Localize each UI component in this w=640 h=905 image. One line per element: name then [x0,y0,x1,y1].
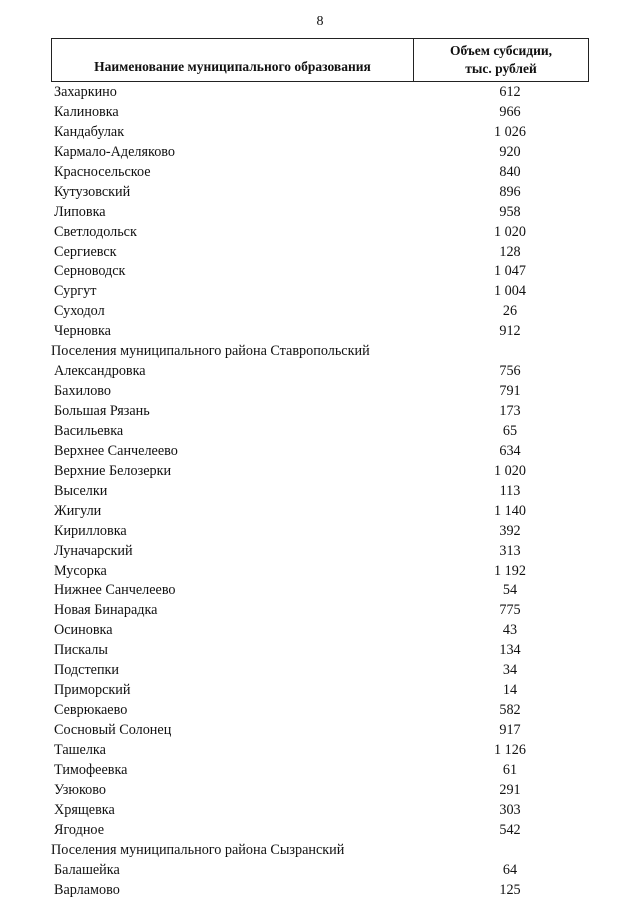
subsidy-value: 134 [499,642,521,659]
table-row [0,442,640,462]
table-row [0,183,640,203]
table-row [0,881,640,901]
subsidy-value: 582 [499,702,521,719]
subsidy-value: 303 [499,801,521,818]
municipality-name: Осиновка [54,622,113,639]
table-row [0,721,640,741]
table-row [0,801,640,821]
page-number: 8 [316,14,324,29]
subsidy-value: 917 [499,722,521,738]
header-value-line1: Объем субсидии, [449,43,552,58]
municipality-name: Сосновый Солонец [54,722,172,738]
table-row [0,203,640,223]
municipality-name: Балашейка [54,861,120,878]
subsidy-value: 756 [499,363,521,380]
table-row [0,223,640,243]
municipality-name: Черновка [54,323,111,340]
municipality-name: Хрящевка [54,801,115,818]
subsidy-value: 775 [499,602,521,619]
subsidy-value: 54 [502,582,518,599]
subsidy-value: 26 [502,303,518,320]
subsidy-value: 173 [499,403,521,419]
table-row [0,542,640,562]
municipality-name: Севрюкаево [54,702,128,719]
municipality-name: Сергиевск [54,243,117,260]
subsidy-value: 113 [499,482,521,499]
table-row [0,502,640,522]
municipality-name: Васильевка [54,422,124,439]
table-row [0,422,640,442]
table-row [0,482,640,502]
table-row [0,661,640,681]
table-row [0,83,640,103]
section-heading: Поселения муниципального района Ставропольский [51,343,370,360]
table-row [0,562,640,582]
municipality-name: Суходол [54,303,105,320]
table-row [0,761,640,781]
table-row [0,581,640,601]
header-name-column: Наименование муниципального образования [52,39,414,81]
municipality-name: Нижнее Санчелеево [54,582,176,599]
table-row [0,601,640,621]
subsidy-value: 912 [499,323,521,340]
municipality-name: Пискалы [54,642,108,659]
municipality-name: Новая Бинарадка [54,602,158,619]
municipality-name: Варламово [54,881,120,898]
table-row [0,621,640,641]
subsidy-value: 1 192 [494,562,526,579]
municipality-name: Мусорка [54,562,107,579]
municipality-name: Серноводск [54,263,126,280]
municipality-name: Кутузовский [54,183,131,200]
municipality-name: Сургут [54,283,97,300]
municipality-name: Красносельское [54,163,151,180]
municipality-name: Липовка [54,203,106,220]
municipality-name: Выселки [54,482,108,499]
table-row [0,821,640,841]
municipality-name: Узюково [54,781,106,798]
table-header [51,38,589,82]
table-row [0,103,640,123]
table-row [0,402,640,422]
municipality-name: Ягодное [54,821,104,838]
municipality-name: Верхнее Санчелеево [54,442,178,459]
municipality-name: Большая Рязань [54,403,150,419]
subsidy-value: 1 047 [494,263,526,280]
header-value-column [414,39,588,81]
subsidy-value: 1 020 [494,223,526,240]
subsidy-value: 61 [502,761,518,778]
subsidy-value: 291 [499,781,521,798]
table-row [0,143,640,163]
subsidy-value: 612 [499,84,521,100]
subsidy-value: 840 [499,163,521,180]
municipality-name: Светлодольск [54,223,137,240]
municipality-name: Луначарский [54,542,133,559]
subsidy-value: 1 020 [494,462,526,479]
table-row [0,522,640,542]
table-row [0,123,640,143]
subsidy-value: 1 004 [494,283,526,300]
subsidy-value: 65 [502,422,518,439]
subsidy-value: 14 [502,682,518,699]
subsidy-value: 1 140 [494,502,526,519]
subsidy-value: 542 [499,821,521,838]
table-row [0,262,640,282]
subsidy-value: 920 [499,143,521,160]
section-heading-row [0,342,640,362]
table-row [0,282,640,302]
table-body [0,83,640,900]
table-row [0,701,640,721]
table-row [0,641,640,661]
table-row [0,382,640,402]
municipality-name: Верхние Белозерки [54,462,172,479]
municipality-name: Кандабулак [54,123,125,140]
subsidy-value: 128 [499,243,521,260]
municipality-name: Бахилово [54,383,111,400]
municipality-name: Приморский [54,682,131,699]
municipality-name: Кирилловка [54,522,127,539]
table-row [0,681,640,701]
subsidy-value: 791 [499,383,521,400]
table-row [0,243,640,263]
municipality-name: Кармало-Аделяково [54,143,175,160]
subsidy-value: 43 [502,622,518,639]
header-value-line2: тыс. рублей [465,61,537,76]
municipality-name: Александровка [54,363,146,380]
municipality-name: Подстепки [54,662,120,679]
subsidy-value: 966 [499,103,521,120]
subsidy-value: 64 [502,861,518,878]
subsidy-value: 958 [499,203,521,220]
table-row [0,861,640,881]
subsidy-value: 1 126 [494,741,526,758]
table-row [0,362,640,382]
municipality-name: Захаркино [54,84,117,100]
subsidy-value: 313 [499,542,521,559]
municipality-name: Ташелка [54,741,106,758]
table-row [0,302,640,322]
subsidy-value: 34 [502,662,518,679]
table-row [0,462,640,482]
subsidy-value: 634 [499,442,521,459]
subsidy-value: 1 026 [494,123,526,140]
table-row [0,163,640,183]
municipality-name: Калиновка [54,103,119,120]
municipality-name: Жигули [54,502,102,519]
section-heading-row [0,841,640,861]
subsidy-value: 125 [499,881,521,898]
table-row [0,322,640,342]
section-heading: Поселения муниципального района Сызранский [51,841,345,858]
subsidy-value: 896 [499,183,521,200]
table-row [0,741,640,761]
subsidy-value: 392 [499,522,521,539]
table-row [0,781,640,801]
municipality-name: Тимофеевка [54,761,128,778]
